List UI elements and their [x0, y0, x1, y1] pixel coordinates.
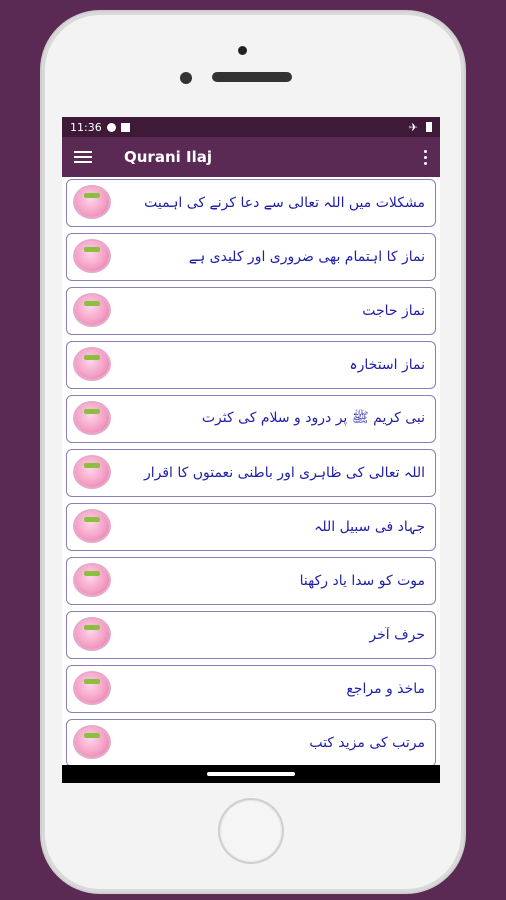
book-thumbnail-icon [75, 403, 109, 433]
list-item-label: مشکلات میں اللہ تعالی سے دعا کرنے کی اہمیت [144, 195, 425, 211]
list-item[interactable] [66, 503, 436, 551]
earpiece [212, 72, 292, 82]
airplane-mode-icon: ✈ [408, 120, 418, 134]
list-item[interactable] [66, 341, 436, 389]
list-item[interactable] [66, 665, 436, 713]
list-item[interactable] [66, 179, 436, 227]
book-thumbnail-icon [75, 673, 109, 703]
list-item[interactable] [66, 557, 436, 605]
list-item[interactable] [66, 233, 436, 281]
list-item-label: نماز حاجت [362, 303, 425, 319]
list-item-label: اللہ تعالی کی ظاہری اور باطنی نعمتوں کا اقرار [143, 465, 425, 481]
book-thumbnail-icon [75, 727, 109, 757]
list-item-label: نبی کریم ﷺ پر درود و سلام کی کثرت [201, 410, 425, 426]
status-bar [62, 117, 440, 137]
system-navigation-bar [62, 765, 440, 783]
list-item[interactable] [66, 287, 436, 335]
app-title: Qurani Ilaj [124, 148, 212, 166]
app-bar [62, 137, 440, 177]
list-item-label: مرتب کی مزید کتب [309, 735, 425, 751]
home-button[interactable] [220, 800, 282, 862]
book-thumbnail-icon [75, 349, 109, 379]
book-thumbnail-icon [75, 565, 109, 595]
list-item-label: ماخذ و مراجع [346, 681, 425, 697]
front-sensor [238, 46, 247, 55]
menu-icon[interactable] [74, 150, 92, 164]
list-item-label: نماز کا اہتمام بھی ضروری اور کلیدی ہے [188, 249, 425, 265]
sync-icon [107, 123, 116, 132]
list-item-label: جہاد فی سبیل اللہ [314, 519, 425, 535]
list-item[interactable] [66, 449, 436, 497]
front-camera [180, 72, 192, 84]
sd-card-icon [121, 123, 130, 132]
list-item-label: موت کو سدا یاد رکھنا [299, 573, 425, 589]
list-item-label: نماز استخارہ [349, 357, 425, 373]
list-item-label: حرف آخر [369, 627, 425, 643]
app-screen [62, 117, 440, 783]
status-time: 11:36 [70, 120, 102, 134]
book-thumbnail-icon [75, 187, 109, 217]
book-thumbnail-icon [75, 619, 109, 649]
book-thumbnail-icon [75, 295, 109, 325]
book-thumbnail-icon [75, 241, 109, 271]
list-item[interactable] [66, 395, 436, 443]
list-item[interactable] [66, 719, 436, 767]
list-item[interactable] [66, 611, 436, 659]
gesture-handle[interactable] [207, 772, 295, 776]
more-options-icon[interactable] [424, 149, 428, 165]
battery-icon [426, 122, 432, 132]
book-thumbnail-icon [75, 457, 109, 487]
topic-list [62, 177, 440, 767]
book-thumbnail-icon [75, 511, 109, 541]
